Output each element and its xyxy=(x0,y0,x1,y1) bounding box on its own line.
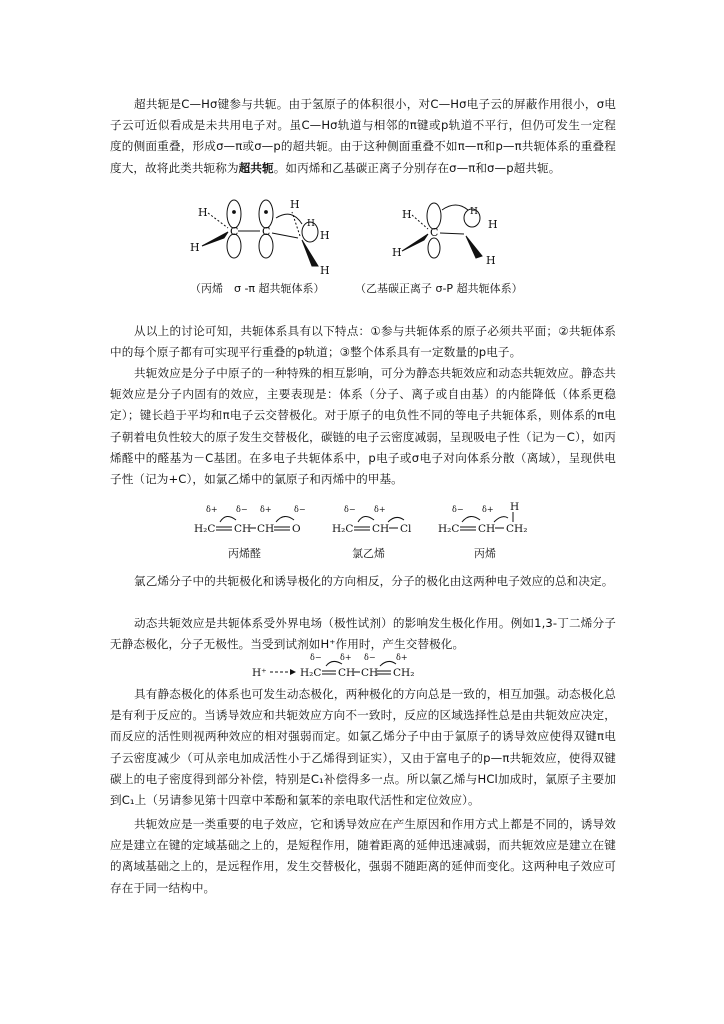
delta-plus: δ+ xyxy=(260,505,272,514)
carbon-label: C xyxy=(230,225,239,238)
hydrogen-label: H xyxy=(320,264,330,277)
hyperconjugation-figure xyxy=(180,196,540,282)
figure-caption-ethyl-cation: （乙基碳正离子 σ-P 超共轭体系） xyxy=(355,282,523,295)
paragraph-static-dynamic-polarization: 具有静态极化的体系也可发生动态极化，两种极化的方向总是一致的，相互加强。动态极化总是有利于反应的。当诱导效应和共轭效应方向不一致时，反应的区域选择性总是由共轭效应决定，而反应的活性则视两种效应的相对强弱而定。如氯乙烯分子中由于氯原子的诱导效应使得双键π电子云密度减少（可从亲电加成活性小于乙烯得到证实），又由于富电子的p—π共轭效应，使得双键碳上的电子密度得到部分补偿，特别是C₁补偿得多一点。所以氯乙烯与HCl加成时，氯原子主要加到C₁上（另请参见第十四章中苯酚和氯苯的亲电取代活性和定位效应）。 xyxy=(110,687,616,808)
butadiene-c4: CH₂ xyxy=(393,667,415,679)
delta-plus: δ+ xyxy=(482,505,494,514)
delta-minus: δ− xyxy=(452,505,464,514)
hydrogen-label: H xyxy=(486,254,496,267)
propene-ch2: H₂C xyxy=(438,523,460,535)
delta-minus: δ− xyxy=(310,653,322,662)
acrolein-ch: CH xyxy=(257,523,275,535)
vinyl-chloride-ch: CH xyxy=(372,523,390,535)
acrolein-ch: CH xyxy=(234,523,252,535)
hydrogen-label: H xyxy=(402,208,412,221)
polarization-structures-figure xyxy=(190,500,540,544)
vinyl-chloride-ch2: H₂C xyxy=(332,523,354,535)
butadiene-c1: H₂C xyxy=(300,667,322,679)
hydrogen-label: H xyxy=(470,207,478,217)
paragraph-text: 。如丙烯和乙基碳正离子分别存在σ—π和σ—p超共轭。 xyxy=(273,160,561,175)
delta-plus: δ+ xyxy=(396,653,408,662)
paragraph-static-conjugation: 共轭效应是分子中原子的一种特殊的相互影响，可分为静态共轭效应和动态共轭效应。静态共轭效应是分子内固有的效应，主要表现是：体系（分子、离子或自由基）的内能降低（体系更稳定）；键长趋于平均和π电子云交替极化。对于原子的电负性不同的等电子共轭体系，则体系的π电子朝着电负性较大的原子发生交替极化，碳链的电子云密度减弱，呈现吸电子性（记为－C），如丙烯醛中的醛基为－C基团。在多电子共轭体系中，p电子或σ电子对向体系分散（离域），呈现供电子性（记为+C），如氯乙烯中的氯原子和丙烯中的甲基。 xyxy=(110,366,616,487)
propene-ch2-terminal: CH₂ xyxy=(506,523,528,535)
delta-minus: δ− xyxy=(364,653,376,662)
paragraph-vinyl-chloride-polarization: 氯乙烯分子中的共轭极化和诱导极化的方向相反，分子的极化由这两种电子效应的总和决定。 xyxy=(134,574,614,588)
label-vinyl-chloride: 氯乙烯 xyxy=(352,547,385,560)
bold-term: 超共轭 xyxy=(238,160,274,175)
paragraph-conjugation-vs-induction: 共轭效应是一类重要的电子效应，它和诱导效应在产生原因和作用方式上都是不同的，诱导效应是建立在键的定域基础之上的，是短程作用，随着距离的延伸迅速减弱，而共轭效应是建立在键的离域基础之上的，是远程作用，发生交替极化，强弱不随距离的延伸而变化。这两种电子效应可存在于同一结构中。 xyxy=(110,817,616,895)
delta-plus: δ+ xyxy=(206,505,218,514)
paragraph-conjugation-features: 从以上的讨论可知，共轭体系具有以下特点：①参与共轭体系的原子必须共平面；②共轭体系中的每个原子都有可实现平行重叠的p轨道；③整个体系具有一定数量的p电子。 xyxy=(110,324,616,360)
carbon-label: C xyxy=(262,225,271,238)
delta-plus: δ+ xyxy=(340,653,352,662)
delta-minus: δ− xyxy=(344,505,356,514)
butadiene-polarization-figure xyxy=(250,652,450,682)
label-acrolein: 丙烯醛 xyxy=(228,547,261,560)
delta-minus: δ− xyxy=(294,505,306,514)
butadiene-c2: CH xyxy=(338,667,356,679)
hydrogen-label: H xyxy=(488,218,498,231)
propene-hydrogen: H xyxy=(510,501,520,513)
delta-minus: δ− xyxy=(236,505,248,514)
acrolein-ch2: H₂C xyxy=(194,523,216,535)
paragraph-hyperconjugation xyxy=(110,94,616,179)
hydrogen-label: H xyxy=(392,246,402,259)
carbon-label: C xyxy=(430,226,439,239)
propene-ch: CH xyxy=(478,523,496,535)
figure-caption-propene: （丙烯 σ -π 超共轭体系） xyxy=(190,282,325,295)
propene-orbital-diagram xyxy=(190,198,330,277)
hydrogen-label: H xyxy=(198,206,208,219)
reagent-proton: H⁺ xyxy=(252,667,267,679)
delta-plus: δ+ xyxy=(374,505,386,514)
hydrogen-label: H xyxy=(320,229,330,242)
butadiene-c3: CH xyxy=(361,667,379,679)
label-propene: 丙烯 xyxy=(474,547,496,560)
hydrogen-label: H xyxy=(307,219,315,229)
paragraph-text: 超共轭是C—Hσ键参与共轭。由于氢原子的体积很小，对C—Hσ电子云的屏蔽作用很小，σ电子云可近似看成是未共用电子对。虽C—Hσ轨道与相邻的π键或p轨道不平行，但仍可发生一定程度的侧面重叠，形成σ—π或σ—p的超共轭。由于这种侧面重叠不如π—π和p—π共轭体系的重叠程度大，故将此类共轭称为 xyxy=(110,97,616,175)
hydrogen-label: H xyxy=(290,198,300,211)
paragraph-dynamic-conjugation: 动态共轭效应是共轭体系受外界电场（极性试剂）的影响发生极化作用。例如1,3-丁二烯分子无静态极化，分子无极性。当受到试剂如H⁺作用时，产生交替极化。 xyxy=(110,616,616,652)
hydrogen-label: H xyxy=(190,241,200,254)
vinyl-chloride-cl: Cl xyxy=(400,523,412,535)
ethyl-cation-orbital-diagram xyxy=(392,203,498,267)
acrolein-oxygen: O xyxy=(292,523,301,535)
